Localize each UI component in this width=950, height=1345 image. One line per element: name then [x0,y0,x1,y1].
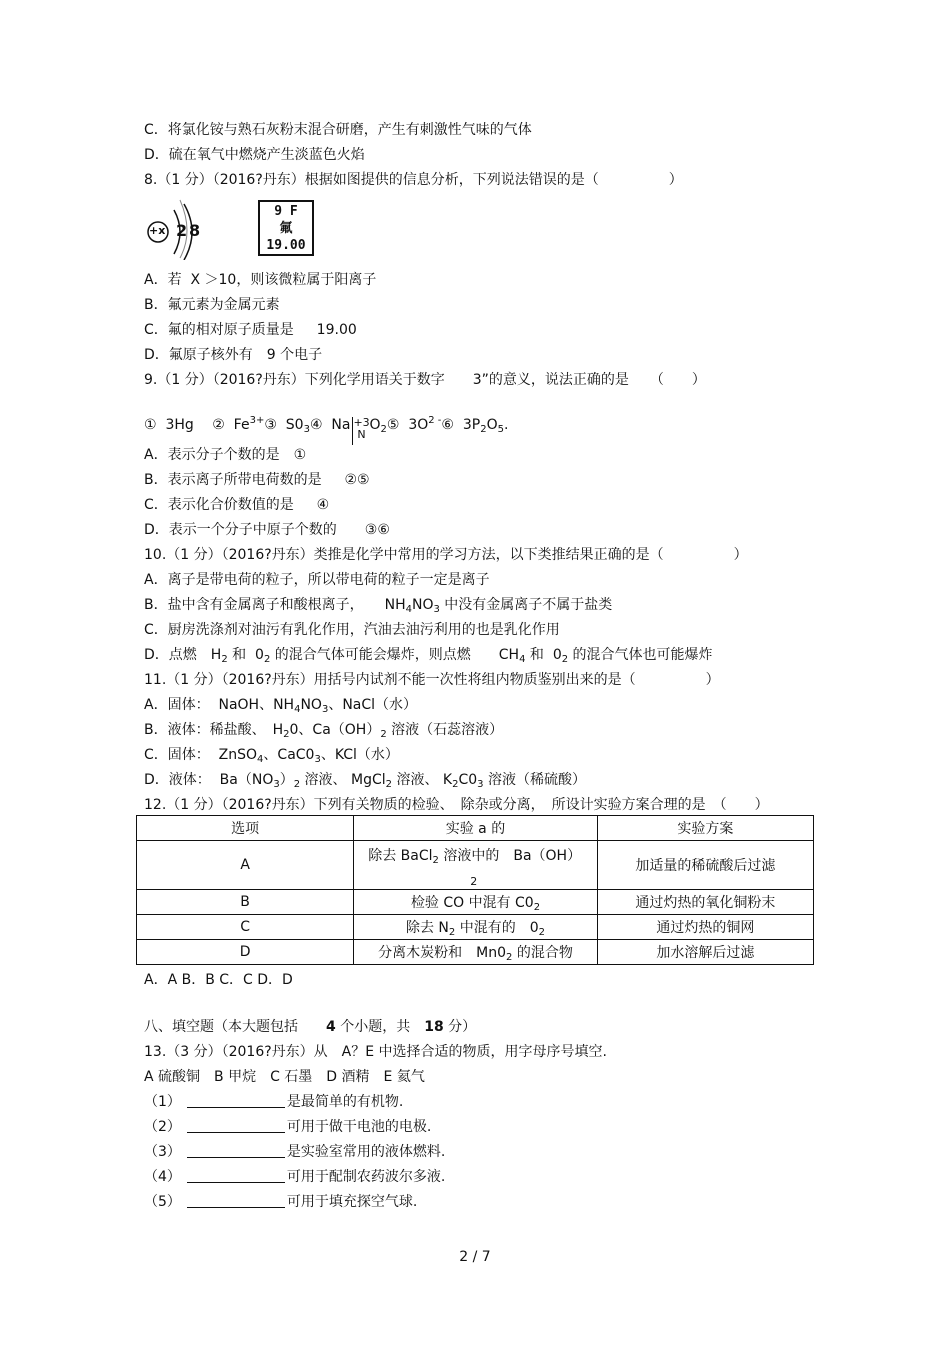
item-text: 可用于做干电池的电极. [286,1119,432,1135]
item-number: （5） [144,1194,181,1210]
q10-stem: 10.（1 分）（2016?丹东）类推是化学中常用的学习方法，以下类推结果正确的是（ ） [144,547,748,563]
q11d-sub3: 2 [385,779,393,790]
exp-text: 除去 BaCl [368,847,433,864]
q11-stem: 11.（1 分）（2016?丹东）用括号内试剂不能一次性将组内物质鉴别出来的是（ ） [144,672,720,688]
q13-choices: A 硫酸铜 B 甲烷 C 石墨 D 酒精 E 氦气 [144,1069,425,1085]
q10-option-d [144,643,713,667]
q9-option-a: A．表示分子个数的是 ① [144,447,307,463]
exp-sub: 2 [432,854,439,866]
q11a-part2: NO [300,697,322,713]
q11c-sub2: 3 [314,754,321,765]
q8-option-a: A．若 X ＞10，则该微粒属于阳离子 [144,272,377,288]
experiment-table [136,815,814,965]
section-8-heading [144,1015,476,1039]
table-header: 实验方案 [597,816,813,841]
q11d-part3: 溶液、 MgCl [300,772,386,788]
q9-option-b: B．表示离子所带电荷数的是 ②⑤ [144,472,370,488]
q8-option-c: C．氟的相对原子质量是 19.00 [144,322,357,338]
table-cell-option: A [137,841,354,890]
exp-text-b: 的混合物 [512,944,573,961]
exp-sub: 2 [506,951,513,963]
item-text: 是实验室常用的液体燃料. [286,1144,446,1160]
q13-item [144,1165,445,1189]
q11d-sub5: 3 [477,779,484,790]
element-number: 9 [274,204,283,219]
period: . [504,417,509,433]
table-cell-option: B [137,890,354,915]
symbol-3p2o5: ⑥ 3P [441,417,481,433]
table-cell-option: D [137,940,354,965]
q13-item [144,1090,403,1114]
section-text-c: 个小题，共 [335,1019,425,1035]
q11a-part1: A．固体： NaOH、NH [144,697,295,713]
symbol-3hg-fe: ① 3Hg ② Fe [144,417,250,433]
answer-blank[interactable] [187,1091,285,1108]
valence-mark [352,417,369,445]
table-header: 选项 [137,816,354,841]
table-row [137,841,814,890]
table-cell-experiment [354,890,598,915]
q11a-part3: 、NaCl（水） [328,697,418,713]
q10d-sub4: 2 [561,654,569,665]
o-charge: 2 - [428,415,442,426]
answer-blank[interactable] [187,1141,285,1158]
nucleus-charge: +x [149,224,166,237]
q13-item [144,1190,417,1214]
q9-option-d: D．表示一个分子中原子个数的 ③⑥ [144,522,390,538]
q10b-sub1: 4 [405,604,412,615]
table-cell-option: C [137,915,354,940]
q10b-part2: NO [411,597,434,613]
table-cell-plan: 加水溶解后过滤 [597,940,813,965]
q11a-sub1: 4 [294,704,301,715]
section-score: 18 [424,1019,444,1035]
q11b-part2: 0、Ca（OH） [289,722,381,738]
table-cell-experiment [354,915,598,940]
item-number: （4） [144,1169,181,1185]
exp-text: 除去 N [405,919,449,936]
answer-blank[interactable] [187,1191,285,1208]
answer-blank[interactable] [187,1166,285,1183]
q11c-part2: 、CaC0 [263,747,315,763]
element-card [258,200,314,256]
q10d-part1: D．点燃 H [144,647,222,663]
q10d-sub2: 2 [263,654,271,665]
q10d-part2: 和 0 [227,647,264,663]
table-row [137,890,814,915]
shell-2-count: 8 [189,221,201,240]
q11d-sub1: 3 [273,779,280,790]
q10d-part4: 和 0 [525,647,562,663]
q10d-sub3: 4 [519,654,526,665]
item-number: （2） [144,1119,181,1135]
valence-element: N [357,428,366,441]
q13-stem: 13.（3 分）（2016?丹东）从 A？E 中选择合适的物质，用字母序号填空. [144,1044,608,1060]
element-name: 氟 [279,221,293,236]
table-cell-plan: 通过灼热的铜网 [597,915,813,940]
table-row [137,915,814,940]
q11b-part1: B．液体：稀盐酸、 H [144,722,284,738]
exp-text-b: 中混有的 0 [455,919,539,936]
q8-option-b: B．氟元素为金属元素 [144,297,280,313]
q10-option-b [144,593,612,617]
q11c-part1: C．固体： ZnSO [144,747,258,763]
q13-item [144,1140,445,1164]
exp-text: 分离木炭粉和 Mn0 [378,944,506,961]
element-symbol: F [289,204,298,219]
q11c-part3: 、KCl（水） [320,747,399,763]
section-text-a: 八、填空题（本大题包括 [144,1019,326,1035]
table-row [137,940,814,965]
fe-charge: 3+ [249,415,265,426]
q12-answer-options: A．A B．B C．C D．D [144,972,293,988]
symbol-so3: ③ S0 [264,417,304,433]
q10d-sub1: 2 [221,654,228,665]
page-number: 2 / 7 [459,1249,491,1265]
shell-1-count: 2 [176,221,188,240]
q11d-sub2: 2 [293,779,301,790]
q8-stem: 8.（1 分）（2016?丹东）根据如图提供的信息分析，下列说法错误的是（ ） [144,172,683,188]
q11-option-b [144,718,503,742]
q11d-part4: 溶液、 K [392,772,453,788]
item-text: 可用于配制农药波尔多液. [286,1169,446,1185]
q11b-sub2: 2 [380,729,387,740]
table-cell-experiment [354,841,598,890]
valence-value: +3 [353,416,370,429]
q11-option-c [144,743,399,767]
q10b-part1: B．盐中含有金属离子和酸根离子， NH [144,597,406,613]
q10d-part5: 的混合气体也可能爆炸 [568,647,713,663]
q9-option-c: C．表示化合价数值的是 ④ [144,497,330,513]
table-header-row [137,816,814,841]
section-text-e: 分） [443,1019,477,1035]
o-letter: O [486,417,498,433]
section-count: 4 [326,1019,336,1035]
q11d-part2: ） [279,772,294,788]
item-text: 是最简单的有机物. [286,1094,404,1110]
q11b-part3: 溶液（石蕊溶液） [386,722,504,738]
atom-structure-diagram [144,196,212,260]
q8-option-d: D．氟原子核外有 9 个电子 [144,347,323,363]
q11a-sub2: 3 [321,704,329,715]
exp-line2: 2 [470,874,478,888]
exp-text-b: 溶液中的 Ba（OH） [438,847,582,864]
q11d-part5: C0 [458,772,478,788]
q11d-sub4: 2 [452,779,459,790]
q11-option-d [144,768,586,792]
o-sub: 5 [497,424,505,435]
q10-option-a: A．离子是带电荷的粒子，所以带电荷的粒子一定是离子 [144,572,490,588]
symbol-na: ④ Na [309,417,351,433]
item-text: 可用于填充探空气球. [286,1194,418,1210]
q7-option-d: D．硫在氧气中燃烧产生淡蓝色火焰 [144,147,365,163]
p-sub: 2 [480,424,487,435]
element-mass: 19.00 [266,238,306,253]
exp-sub2: 2 [538,926,545,938]
symbol-3o: ⑤ 3O [386,417,429,433]
q11c-sub1: 4 [257,754,264,765]
o2-sub: 2 [380,424,387,435]
q9-stem: 9.（1 分）（2016?丹东）下列化学用语关于数字 3”的意义，说法正确的是 （ ） [144,372,706,388]
exp-sub: 2 [533,901,541,913]
q11d-part1: D．液体： Ba（NO [144,772,274,788]
q10b-sub2: 3 [433,604,440,615]
q11d-part6: 溶液（稀硫酸） [483,772,586,788]
answer-blank[interactable] [187,1116,285,1133]
table-header: 实验 a 的 [354,816,598,841]
table-cell-plan: 加适量的稀硫酸后过滤 [597,841,813,890]
element-number-symbol [260,203,312,220]
item-number: （1） [144,1094,181,1110]
q10b-part3: 中没有金属离子不属于盐类 [439,597,613,613]
q7-option-c: C．将氯化铵与熟石灰粉末混合研磨，产生有刺激性气味的气体 [144,122,532,138]
q12-stem: 12.（1 分）（2016?丹东）下列有关物质的检验、 除杂或分离， 所设计实验方案合理的是 （ ） [144,797,769,813]
q13-item [144,1115,431,1139]
symbol-o2: O [369,417,381,433]
q11-option-a [144,693,417,717]
so3-sub: 3 [303,424,310,435]
exp-text: 检验 CO 中混有 C0 [410,894,534,911]
q11b-sub1: 2 [283,729,290,740]
item-number: （3） [144,1144,181,1160]
q9-symbols [144,406,509,441]
q10-option-c: C．厨房洗涤剂对油污有乳化作用，汽油去油污利用的也是乳化作用 [144,622,560,638]
table-cell-experiment [354,940,598,965]
table-cell-plan: 通过灼热的氧化铜粉末 [597,890,813,915]
exp-sub: 2 [448,926,456,938]
q10d-part3: 的混合气体可能会爆炸，则点燃 CH [270,647,520,663]
